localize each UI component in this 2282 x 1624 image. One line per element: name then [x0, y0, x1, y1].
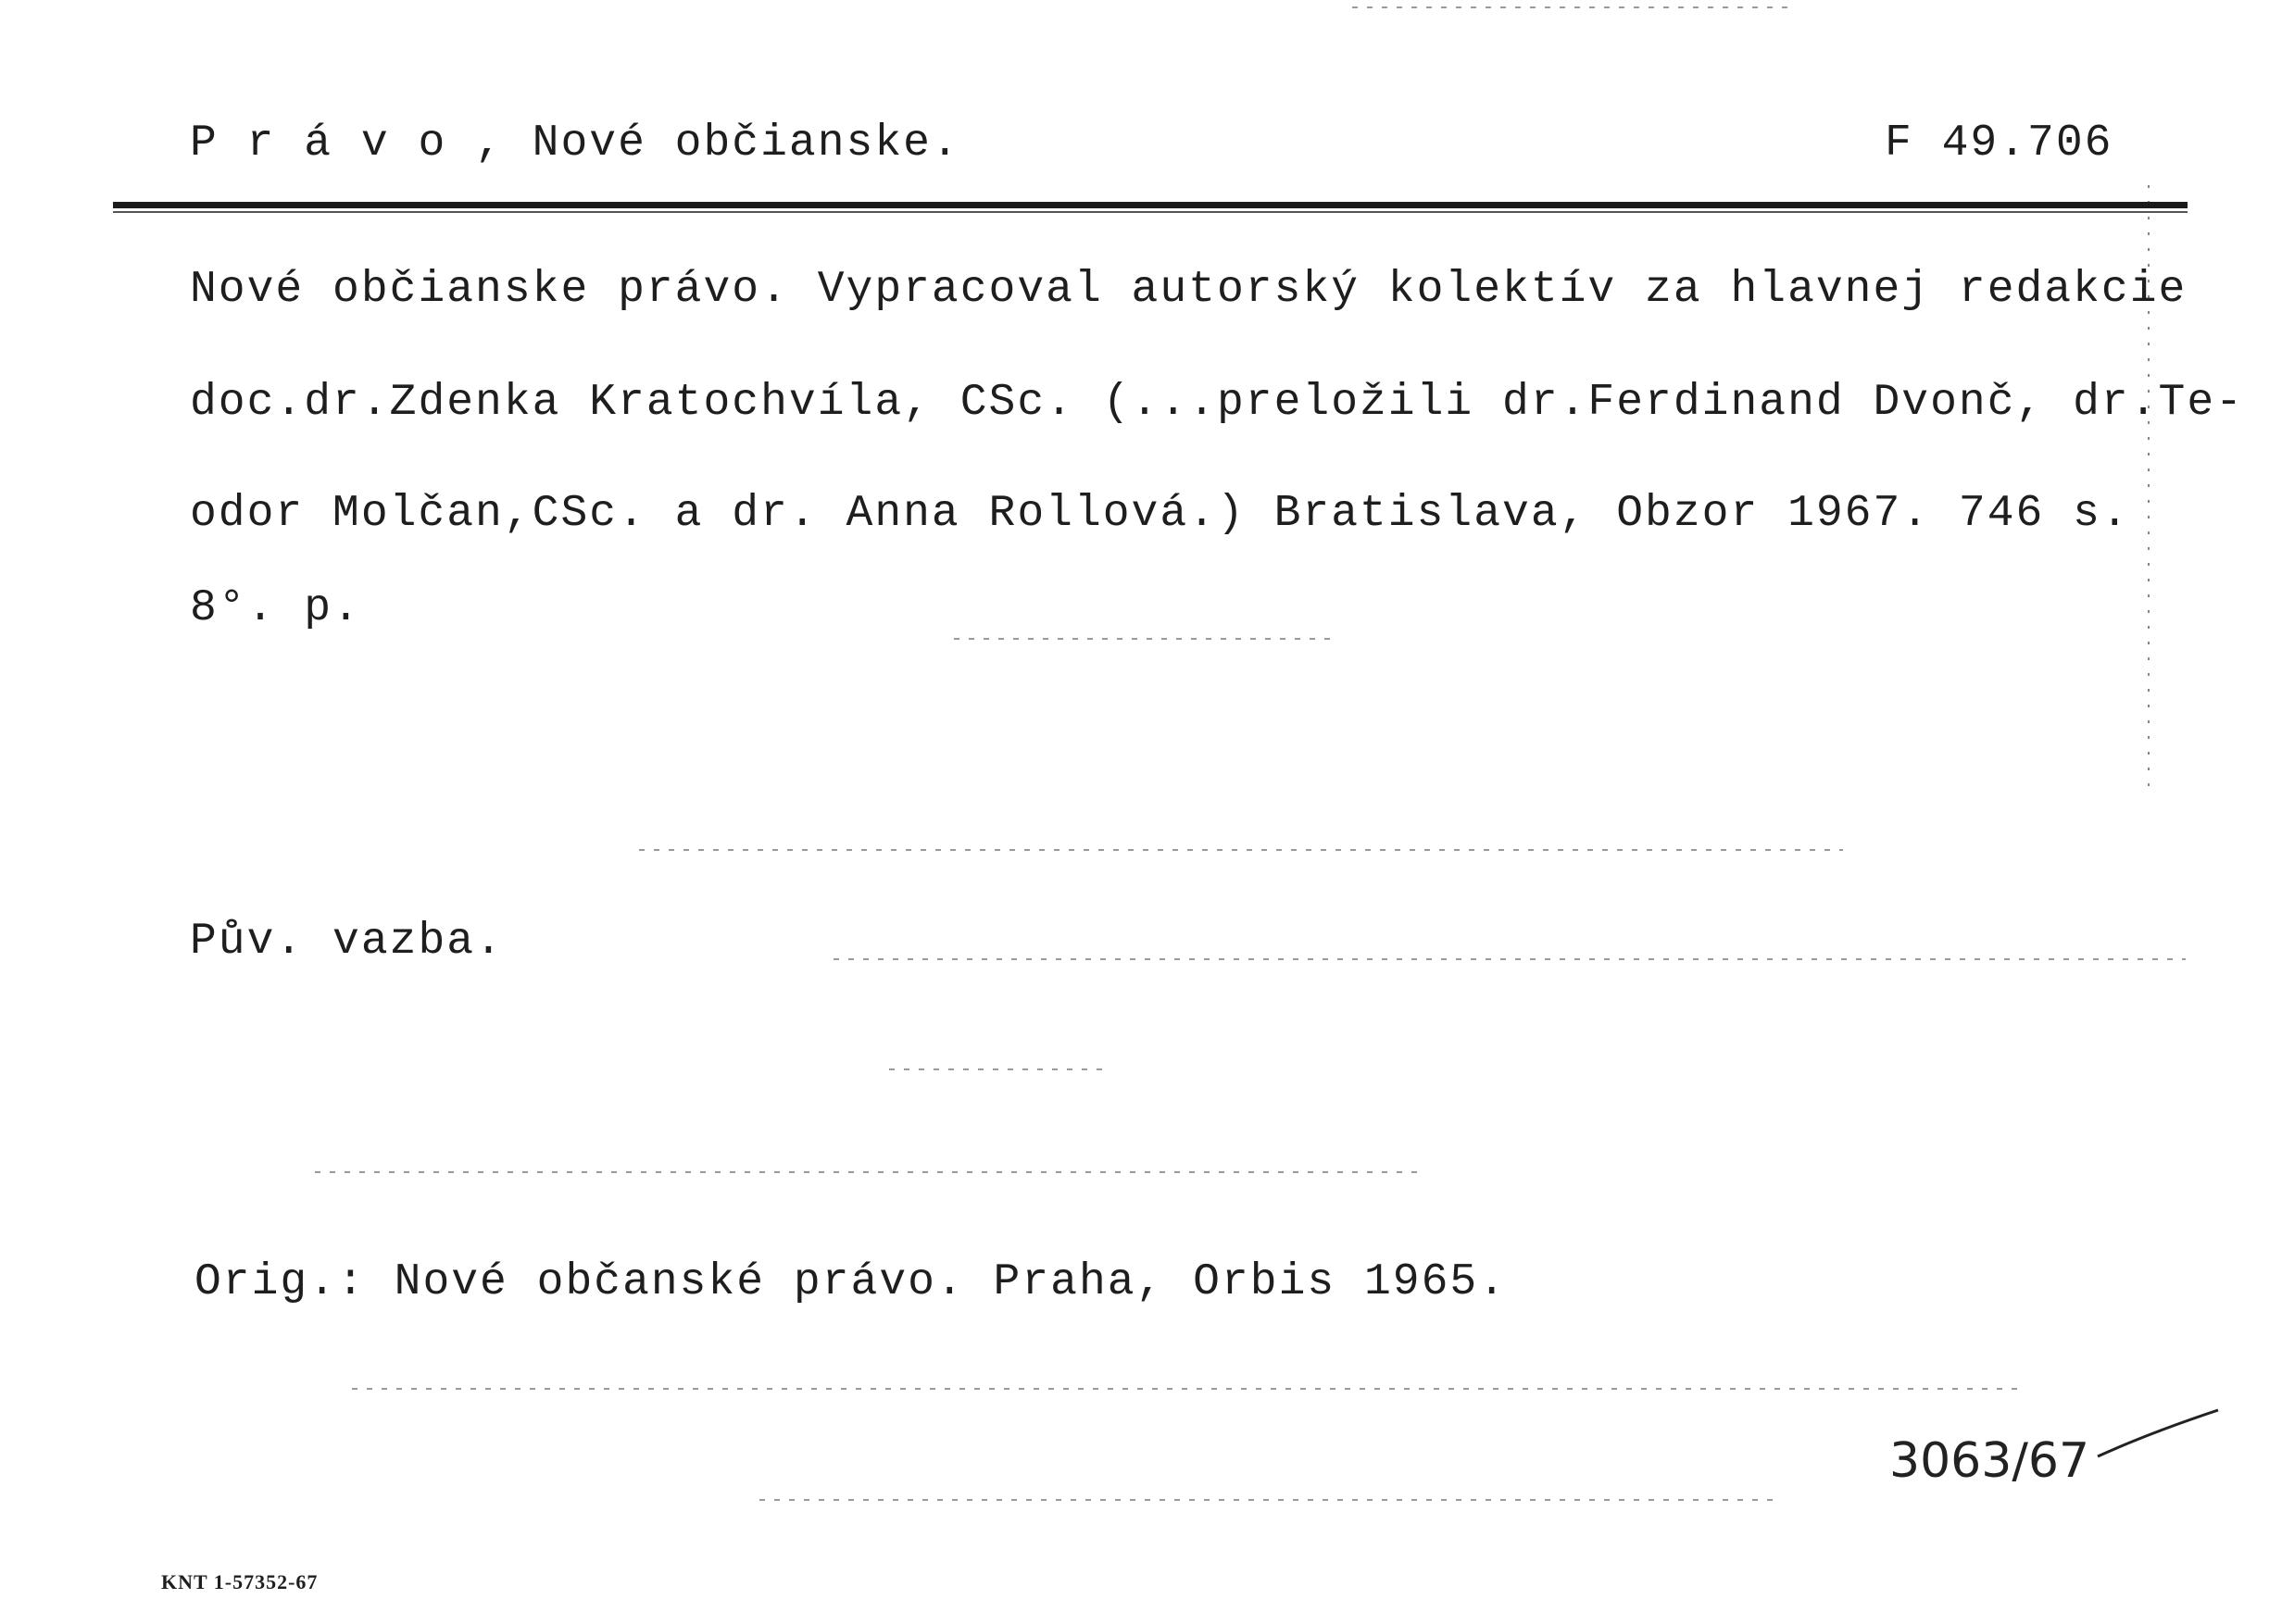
heading-rule — [113, 202, 2188, 208]
description-line: odor Molčan,CSc. a dr. Anna Rollová.) Bratislava, Obzor 1967. 746 s. — [190, 489, 2130, 539]
accession-number: 3063/67 — [1889, 1433, 2090, 1489]
card-heading: P r á v o , Nové občianske. — [190, 119, 960, 169]
pen-stroke — [2093, 1405, 2223, 1461]
call-number: F 49.706 — [1885, 119, 2113, 169]
printer-mark: KNT 1-57352-67 — [161, 1570, 319, 1593]
description-line: Nové občianske právo. Vypracoval autorský kolektív za hlavnej redakcie — [190, 265, 2188, 315]
original-title: Orig.: Nové občanské právo. Praha, Orbis 1965. — [194, 1257, 1508, 1307]
description-line: doc.dr.Zdenka Kratochvíla, CSc. (...preložili dr.Ferdinand Dvonč, dr.Te- — [190, 378, 2244, 428]
description-line: 8°. p. — [190, 583, 361, 633]
heading-rule-shadow — [113, 211, 2188, 213]
binding-note: Pův. vazba. — [190, 917, 504, 967]
